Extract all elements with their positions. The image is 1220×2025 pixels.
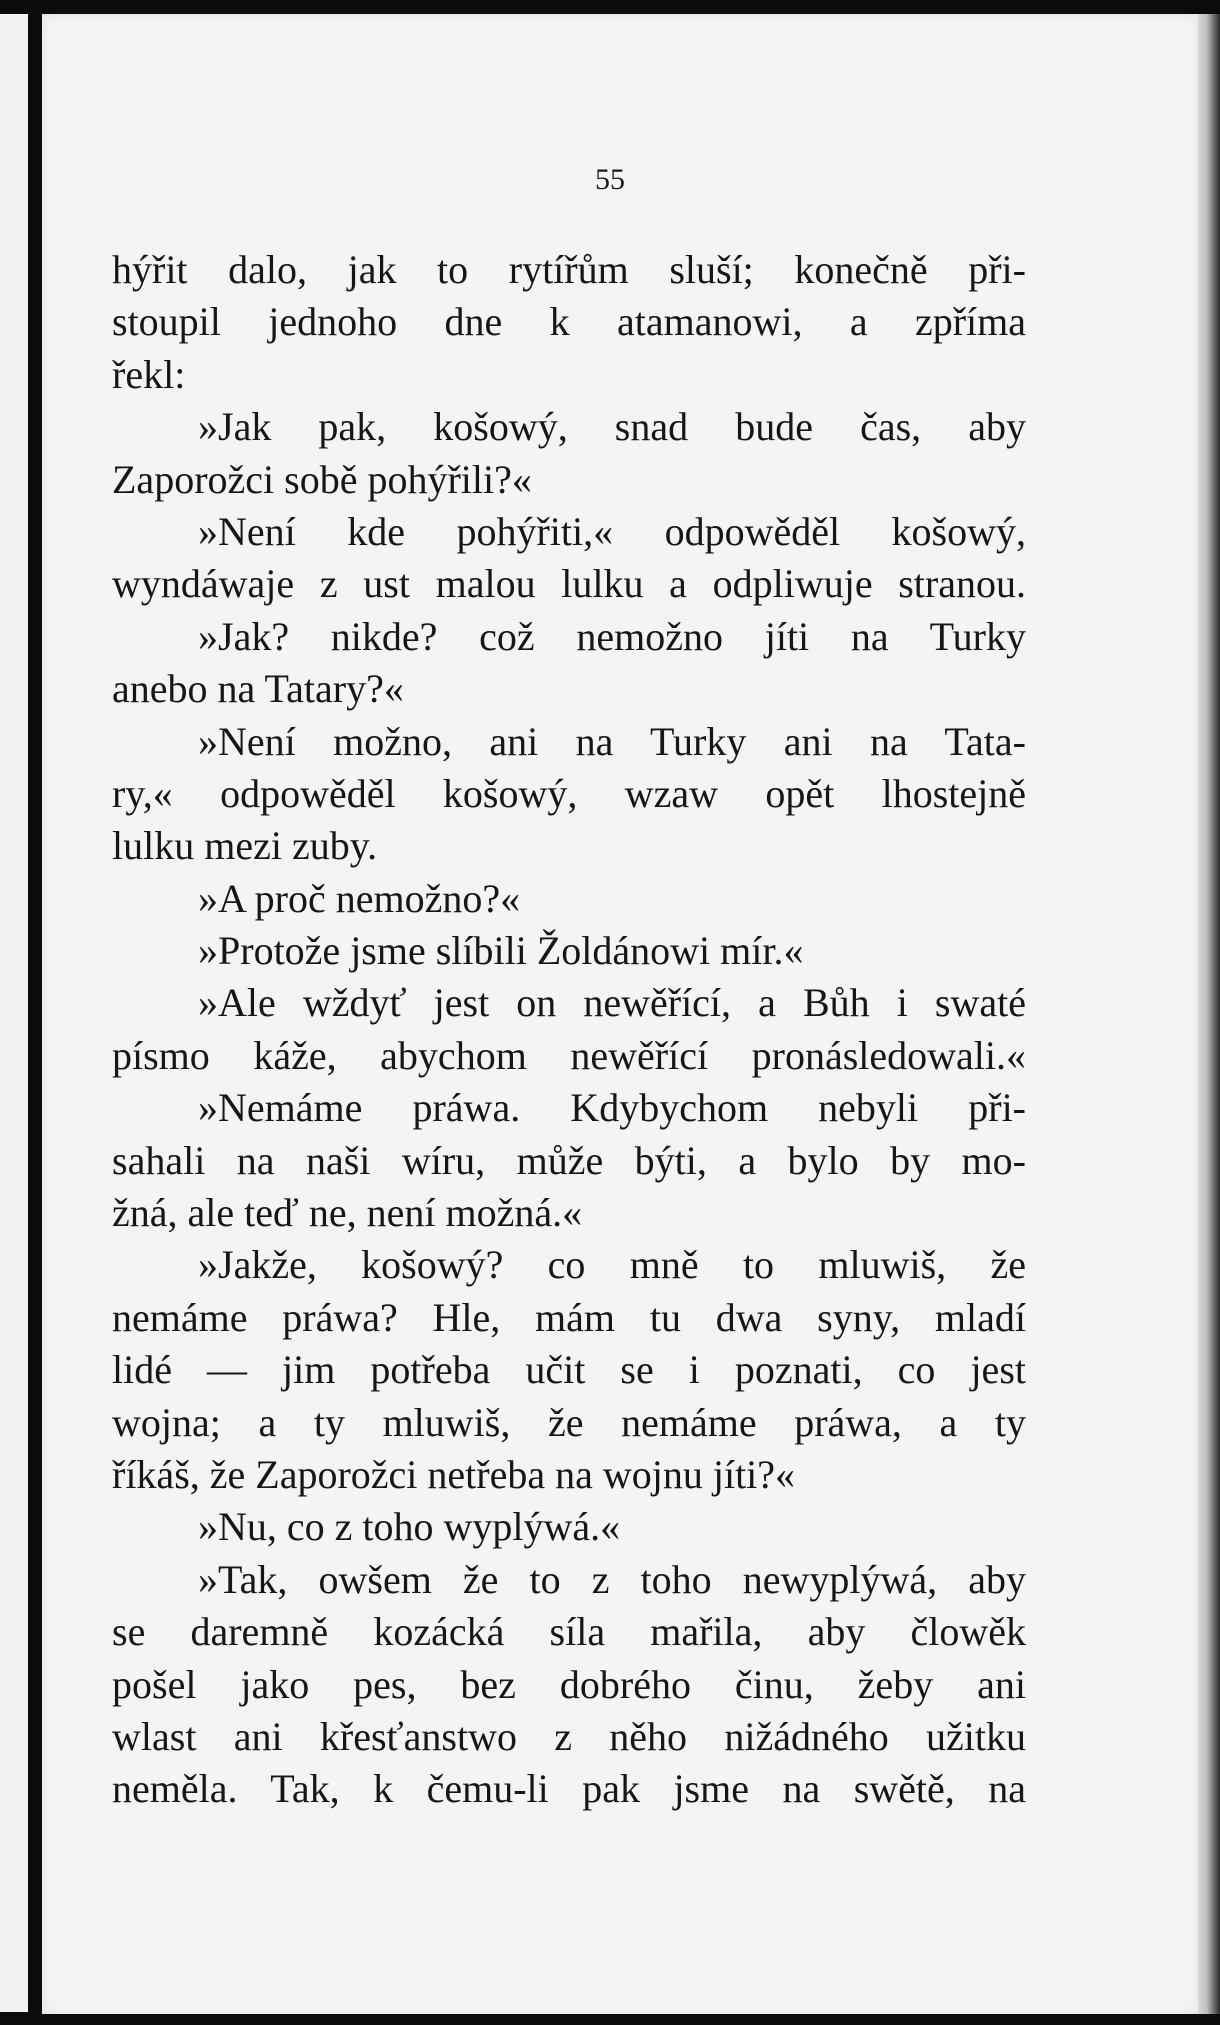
text-line: žná, ale teď ne, není možná.« xyxy=(112,1190,583,1236)
page-number: 55 xyxy=(595,163,625,196)
text-line: řekl: xyxy=(112,351,186,397)
text-line: neměla. Tak, k čemu-li pak jsme na swětě, na xyxy=(112,1766,1026,1812)
text-line: »Jak pak, košowý, snad bude čas, aby xyxy=(198,404,1026,450)
text-line: »Jak? nikde? což nemožno jíti na Turky xyxy=(198,613,1026,659)
text-line: »Tak, owšem že to z toho newyplýwá, aby xyxy=(198,1556,1026,1602)
text-line: »Ale wždyť jest on newěřící, a Bůh i swaté xyxy=(198,980,1026,1026)
text-line: »Není kde pohýřiti,« odpowěděl košowý, xyxy=(198,508,1026,554)
text-line: hýřit dalo, jak to rytířům sluší; konečně při- xyxy=(112,247,1026,292)
text-line: wyndáwaje z ust malou lulku a odpliwuje stranou. xyxy=(112,561,1026,607)
text-line: říkáš, že Zaporožci netřeba na wojnu jíti?« xyxy=(112,1451,796,1497)
text-line: »A proč nemožno?« xyxy=(198,875,521,921)
body-text xyxy=(112,244,1026,1816)
text-line: nemáme práwa? Hle, mám tu dwa syny, mladí xyxy=(112,1294,1026,1340)
text-line: sahali na naši wíru, může býti, a bylo by mo- xyxy=(112,1137,1026,1183)
text-line: písmo káže, abychom newěřící pronásledowali.« xyxy=(112,1032,1026,1078)
text-line: se daremně kozácká síla mařila, aby člowěk xyxy=(112,1609,1026,1655)
text-line: »Jakže, košowý? co mně to mluwiš, že xyxy=(198,1242,1026,1288)
text-line: »Protože jsme slíbili Žoldánowi mír.« xyxy=(198,928,804,974)
text-line: »Nu, co z toho wyplýwá.« xyxy=(198,1504,621,1550)
text-line: ry,« odpowěděl košowý, wzaw opět lhostejně xyxy=(112,770,1026,816)
text-line: anebo na Tatary?« xyxy=(112,666,404,712)
text-line: wlast ani křesťanstwo z něho nižádného užitku xyxy=(112,1713,1026,1759)
text-line: pošel jako pes, bez dobrého činu, žeby ani xyxy=(112,1661,1026,1707)
text-line: Zaporožci sobě pohýřili?« xyxy=(112,456,532,502)
text-line: »Není možno, ani na Turky ani na Tata- xyxy=(198,718,1026,764)
text-line: wojna; a ty mluwiš, že nemáme práwa, a ty xyxy=(112,1399,1026,1445)
text-line: stoupil jednoho dne k atamanowi, a zpříma xyxy=(112,299,1026,345)
text-line: lidé — jim potřeba učit se i poznati, co jest xyxy=(112,1347,1026,1393)
facing-page-edge xyxy=(0,14,28,2012)
text-line: »Nemáme práwa. Kdybychom nebyli při- xyxy=(198,1085,1026,1131)
page-edge-shadow xyxy=(1198,14,1220,2014)
text-line: lulku mezi zuby. xyxy=(112,823,378,869)
